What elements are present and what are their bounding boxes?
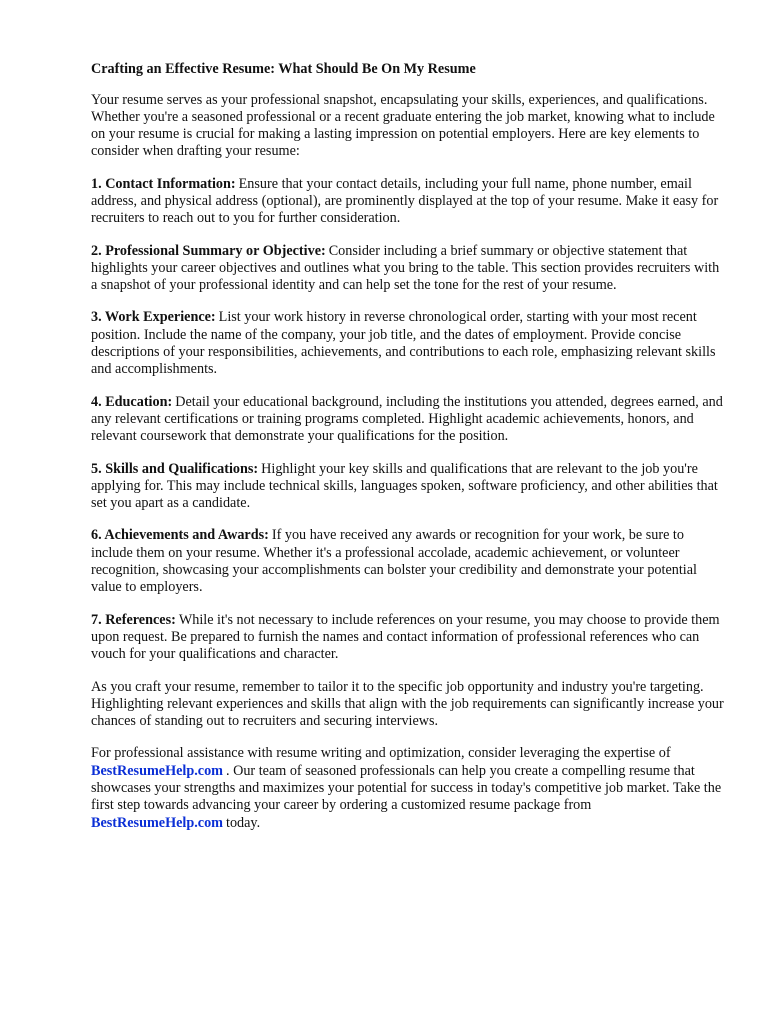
closing-paragraph: As you craft your resume, remember to tailor it to the specific job opportunity and industry you're targeting. Highlighting relevant experiences and skills that align with the job requirements can significantly increase your chances of standing out to recruiters and securing interviews. [91, 678, 724, 730]
cta-text-part2: . Our team of seasoned professionals can help you create a compelling resume that showcases your strengths and maximizes your potential for success in today's competitive job market. Take the first step towards advancing your career by ordering a customized resume package from [91, 762, 722, 814]
section-references [91, 612, 728, 664]
section-achievements-awards [91, 527, 728, 596]
section-heading: 1. Contact Information: [91, 175, 236, 192]
section-professional-summary [91, 243, 728, 295]
section-heading: 2. Professional Summary or Objective: [91, 242, 326, 259]
section-education [91, 394, 728, 446]
section-heading: 4. Education: [91, 393, 173, 410]
section-heading: 5. Skills and Qualifications: [91, 460, 259, 477]
section-contact-information [91, 176, 728, 228]
intro-paragraph: Your resume serves as your professional snapshot, encapsulating your skills, experiences, and qualifications. Whether you're a seasoned professional or a recent graduate entering the job market, knowing what to include on your resume is crucial for making a lasting impression on potential employers. Here are key elements to consider when drafting your resume: [91, 91, 715, 160]
cta-paragraph [91, 745, 728, 831]
section-heading: 7. References: [91, 611, 176, 628]
section-text: While it's not necessary to include references on your resume, you may choose to provide them upon request. Be prepared to furnish the names and contact information of professional references who can vouch for your qualifications and character. [91, 611, 720, 663]
section-work-experience [91, 309, 728, 378]
bestresumehelp-link[interactable]: BestResumeHelp.com [91, 762, 223, 779]
section-skills-qualifications [91, 461, 728, 513]
section-heading: 6. Achievements and Awards: [91, 527, 269, 544]
section-text: Ensure that your contact details, including your full name, phone number, email address, and physical address (optional), are prominently displayed at the top of your resume. Make it easy for recruiters to reach out to you for further consideration. [91, 175, 719, 227]
section-text: Consider including a brief summary or objective statement that highlights your career objectives and outlines what you bring to the table. This section provides recruiters with a snapshot of your professional identity and can help set the tone for the rest of your resume. [91, 242, 720, 294]
cta-text-part3: today. [226, 814, 261, 831]
document-title: Crafting an Effective Resume: What Should Be On My Resume [91, 61, 476, 77]
section-heading: 3. Work Experience: [91, 309, 216, 326]
section-text: Detail your educational background, including the institutions you attended, degrees earned, and any relevant certifications or training programs completed. Highlight academic achievements, honors, and relevant coursework that demonstrate your qualifications for the position. [91, 393, 723, 445]
section-text: Highlight your key skills and qualifications that are relevant to the job you're applying for. This may include technical skills, languages spoken, software proficiency, and other abilities that set you apart as a candidate. [91, 460, 718, 512]
bestresumehelp-link-2[interactable]: BestResumeHelp.com [91, 814, 223, 831]
section-text: If you have received any awards or recognition for your work, be sure to include them on your resume. Whether it's a professional accolade, academic achievement, or volunteer recognition, showcasing your accomplishments can bolster your credibility and demonstrate your potential value to employers. [91, 527, 697, 596]
cta-text-part1: For professional assistance with resume writing and optimization, consider leveraging the expertise of [91, 745, 671, 762]
section-text: List your work history in reverse chronological order, starting with your most recent position. Include the name of the company, your job title, and the dates of employment. Provide concise descriptions of your responsibilities, achievements, and contributions to each role, emphasizing relevant skills and accomplishments. [91, 309, 716, 378]
